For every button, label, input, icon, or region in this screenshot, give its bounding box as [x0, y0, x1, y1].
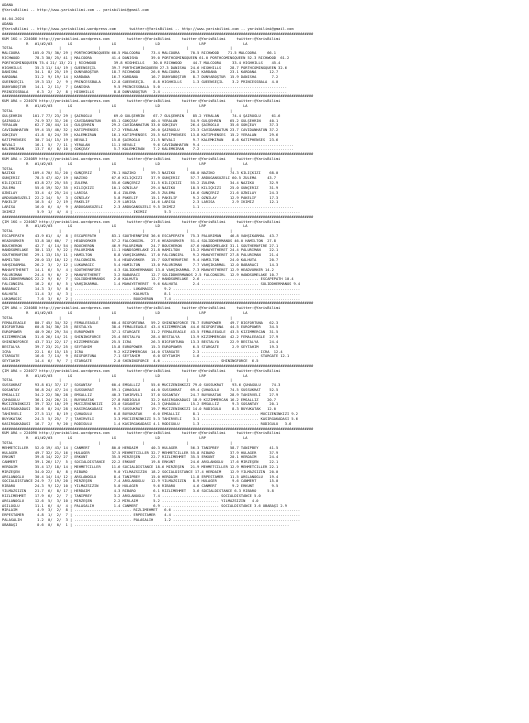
table-row: VAHŞIKARMAL 26.2 3/ 2/ 12 | LUKAMAGIC 5.4 HAMILTON 13.0 PALURIMAN 7.7 VAHŞIKARMAL 12.0 BABARACI 14.3	[2, 262, 279, 267]
column-headers: R #1/#2/#3 LG LG LD LRP LA	[2, 224, 248, 229]
table-row: EMSALLIZ 34.2 22/ 30/ 28 | EMSALLIZ 40.3 TAHIRVELI 37.0 SOSANTAY 24.7 BÜYÜKATAK 28.9 TAHIRVELI 27.9	[2, 392, 279, 397]
table-row: EUROPOWER 40.9 26/ 29/ 34 | EUROPOWER 37.1 STARGATE 31.2 FEMALEEAGLE 43.5 FEMALEEAGLE 43.5 KIZIMMERCAN 31.5	[2, 330, 279, 335]
header-line: ADANA	[2, 3, 13, 7]
table-row: IKIMIZ 5.9 1/ 4/ 4 | .......................... IKIMIZ 5.3 ..........................................................	[2, 209, 301, 214]
race-title: KUM 1KG = 224086 http://yarisbilimi.wordpress.com twitter:@YarisBilimi twitter:@YarisBilimi twitter:@YarisBilimi	[2, 36, 281, 41]
table-row: TOTAL | | | | |	[2, 166, 233, 171]
table-row: ASILOĞLU 11.1 6/ 4/ 4 | PALASALIH 1.4 CANMERT 6.9 .......................... SOCIALDISTANCE 3.6 OBABAŞI 2.9	[2, 503, 287, 508]
table-row: BABARACI 14.3 3/ 5/ 8 | .......................... LUKAMAGIC 9.2 ..........................................................	[2, 286, 301, 291]
table-row: MUCIZENINKIZI 39.7 32/ 10/ 29 | MUCIZENINKIZI 23.0 SOSANTAY 24.3 ÇUHAGÜLÜ 15.2 EMSALLIZ 9.3 SOSANTAY 20.1	[2, 402, 279, 407]
table-row: KALEMKIRAN 13.7 6/ 8/ 10 | GÖKÇEAY 5.7 KALEMKIRAN 7.2 KALEMKIRAN 7.2 ..........................................	[2, 147, 294, 152]
table-row: CAVIDANHATUN 59.4 15/ 40/ 32 | KATIPHENSES 17.2 YERALAN 26.0 ŞAİROĞLU 23.3 CAVIDANHATUN 23.7 CAVIDANHATUN 37.2	[2, 128, 279, 133]
table-row: SOUTHERNFIRE 29.1 13/ 15/ 11 | HAMILTON 8.8 VAHŞIKARMAL 17.0 FALCONGIRL 9.2 MAHAYETHERET 27.8 PALURIMAN 21.4	[2, 253, 279, 258]
table-row: ŞAİROĞLU 74.9 37/ 31/ 26 | CAVIDANHATUN 65.1 GÖKÇEAY 40.4 YERALAN 54.9 GÜLŞEHRIN 65.2 GÜLŞEHRIN 40.1	[2, 118, 279, 123]
table-row: ZULEMA 55.6 19/ 32/ 35 | KILIÇKIZI 10.1 ÖZNILAY 29.4 NAZIKO 18.5 KILIÇKIZI 25.0 GÜNÇERIZ 31.9	[2, 185, 279, 190]
race-block	[2, 220, 529, 307]
table-row: RIBARO 24.3 9/ 12/ 10 | YILMAZSIZIN 5.0 HULAGER 9.6 RIBARO 4.6 CANMERT 9.2 ERKUNT 9.5	[2, 484, 279, 489]
table-row: DANISHA 34.1 8/ 25/ 19 | DÜNYABOŞTUR 18.7 RICHWOOD 26.6 MALCOORA 20.3 KARDANA 23.1 KARDANA 12.7	[2, 70, 279, 75]
race-title: KUM ARA = 224089 http://yarisbilimi.wordpress.com twitter:@YarisBilimi twitter:@YarisBilimi twitter:@YarisBilimi	[2, 157, 281, 161]
separator-line: ##############################################################################################################################################	[2, 94, 314, 99]
header-line: 04.04.2024	[2, 17, 24, 22]
column-headers: R #1/#2/#3 LG LG LD LRP LA	[2, 311, 248, 315]
race-title: KUM ARA = 224090 http://yarisbilimi.wordpress.com twitter:@YarisBilimi twitter:@YarisBilimi twitter:@YarisBilimi	[2, 431, 281, 436]
table-row: HAMILTON 20.0 13/ 10/ 12 | FALCONGIRL 5.4 HEADVORKER 15.7 SOUTHERNFIRE 9.4 HAMILTON 24.0 KALHUTA 20.7	[2, 258, 279, 263]
table-row: BIGFORTUNA 60.8 34/ 30/ 25 | BESTALYA 38.4 FEMALEEAGLE 43.4 KIZIMMERCAN 44.6 BIGFORTUNA 44.5 EUROPOWER 34.5	[2, 325, 279, 330]
race-title: KUM ARA = 224076 http://yarisbilimi.wordpress.com twitter:@YarisBilimi twitter:@YarisBilimi twitter:@YarisBilimi	[2, 99, 281, 104]
table-row: ARDUGANSÜZELI 22.2 14/ 5/ 3 | ÖZNILAY 5.8 PAKELIF 15.1 PAKELIF 9.2 ÖZNILAY 12.9 PAKELIF 17.3	[2, 195, 279, 200]
table-row: KALHUTA 11.4 3/ 4/ 3 | .......................... KALHUTA 8.1 ..........................................................	[2, 291, 301, 296]
table-row: ERKUNT 39.8 14/ 22/ 27 | ERKUNT 35.5 MIRZEŞEN 22.7 RIZLIMEHMET 35.5 ERKUNT 20.1 HERDAIM 24.4	[2, 455, 279, 460]
race-block	[2, 99, 529, 157]
table-row: BOUCHERON 42.7 4/ 14/ 54 | BOUCHERON 46.9 PALURIMAN 24.7 BOUCHERON 47.6 HANDSOMELAKE 31.1 SOUTHERNFIRE 27.1	[2, 243, 279, 248]
table-row: YILMAZSIZIN 21.7 6/ 8/ 17 | HERDAIM 4.3 RIBARO 6.1 RIZLIMEHMET 3.6 SOCIALDISTANCE 6.3 RIBARO 5.8	[2, 489, 274, 494]
separator-line: ##############################################################################################################################################	[2, 363, 314, 368]
table-row: MIRZEŞEN 34.0 22/ 8/ 8 | RIBARO 9.0 YILMAZSIZIN 18.2 SOCIALDISTANCE 17.4 HERDAIM 12.9 YILMAZSIZIN 20.0	[2, 469, 279, 474]
header-line: @YarisBilimi -- http://www.yarisbilimi.com -- yarisbilimi@gmail.com	[2, 7, 149, 12]
column-headers: R #1/#2/#3 LG LG LD LRP LA	[2, 104, 248, 109]
table-row: BÜYÜKATAK 24.3 5/ 25/ 7 | TAHIRVELI 3.3 MUCIZENINKIZI 5.3 TAHIRVELI 3.1 .......................... KASIRGAKADASI 5.6	[2, 416, 298, 421]
race-block	[2, 37, 529, 100]
table-row: TOTAL | | | | |	[2, 229, 233, 234]
separator-line: ##############################################################################################################################################	[2, 301, 314, 306]
table-row: MALCOORA 105.0 75/ 30/ 29 | PORTHCOMINGQUEEN 66.5 MALCOORA 73.4 MALCOORA 70.5 RICHWOOD 71.5 MALCOORA 66.1	[2, 51, 276, 56]
race-block	[2, 431, 529, 527]
race-title: ÇIM ARA = 224077 http://yarisbilimi.wordpress.com twitter:@YarisBilimi twitter:@YarisBilimi twitter:@YarisBilimi	[2, 368, 281, 373]
table-row: HIGHHILLS 35.3 11/ 14/ 19 | GUEENSEÇIL 39.7 PORTHCOMINGQUEEN 27.3 DANISHA 24.6 HIGHHILLS 28.7 PORTHCOMINGQUEEN 32.6	[2, 65, 287, 70]
table-row: PRINCESSBALA 6.3 2/ 2/ 8 | HIGHHILLS 8.8 DÜNYABOŞTUR 2.4 .........................................................	[2, 89, 287, 94]
table-row: GUEENSEÇIL 19.3 13/ 2/ 9 | PRINCESSBALA 12.8 GUEENSEÇIL 8.8 HIGHHILLS 1.3 GUEENSEÇIL 3.2 PRINCESSBALA 4.0	[2, 80, 279, 84]
table-row: ERPESTAMER 4.8 1/ 2/ 7 | .......................... ERPESTAMER 4.4 ..........................................................	[2, 513, 301, 518]
table-row: MEHMETCILLER 52.0 19/ 43/ 14 | CANMERT 80.0 HERDAIM 40.3 HULAGER 56.3 TANIPBEY 58.7 TANIPBEY 41.5	[2, 445, 279, 450]
table-row: SOLIDDHERMANOS 22.2 9/ 6/ 7 | SOLIDDHERMANOS 2.0 KALHUTA 12.7 HANDSOMELAKE 2.6 .......................... ESCAPEPATH 10.4	[2, 277, 294, 282]
table-row: SHININGFORCE 43.7 31/ 22/ 17 | KIZIMMERCAN 25.5 ICRA 26.3 BIGFORTUNA 13.3 BESTALYA 22.9 BESTALYA 24.4	[2, 339, 279, 344]
table-row: KATIPHENSES 30.7 14/ 15/ 19 | NEVALI 15.8 ŞAİROĞLU 21.5 NEVALI 9.7 KALEMKIRAN 8.6 KATIPHENSES 23.6	[2, 137, 279, 142]
table-row: KILIÇKIZI 63.8 27/ 25/ 55 | ZULEMA 55.6 GÜNÇERIZ 31.5 KILIÇKIZI 55.2 ZULEMA 34.4 NAZIKO 32.9	[2, 181, 279, 186]
table-row: SEYTAHIM 14.4 6/ 9/ 7 | STARGATE 2.0 SHININGFORCE 4.6 .......................... SHININGFORCE 6.5	[2, 359, 259, 364]
table-row: HANDSOMELAKE 30.1 13/ 9/ 22 | PALURIMAN 11.1 HANDSOMELAKE 21.8 HAMILTON 15.2 MAHAYETHERET 24.4 PALURIMAN 22.1	[2, 248, 279, 253]
table-row: TAHIRVELI 27.5 11/ 8/ 19 | ÇUHAGÜLÜ 6.8 BÜYÜKATAK 6.0 EMSALLIZ 8.1 .......................... MUCIZENINKIZI 9.2	[2, 412, 298, 417]
table-row: MAHAYETHERET 14.1 6/ 5/ 4 | SOUTHERNFIRE 4.3 SOLIDDHERMANOS 13.0 VAHŞIKARMAL 7.3 MAHAYETHERET 12.9 HEADVORKER 14.2	[2, 267, 274, 272]
table-row: TOTAL | | | | |	[2, 108, 233, 113]
separator-line: ##############################################################################################################################################	[2, 426, 314, 431]
table-row: KARDANA 31.2 9/ 19/ 14 | KARDANA 16.7 KARDANA 16.7 DÜNYABOŞTUR 8.7 DÜNYABOŞTUR 15.9 DANISHA 7.2	[2, 75, 279, 80]
table-row: ICRA 22.1 6/ 15/ 15 | ICRA 9.2 KIZIMMERCAN 14.0 STARGATE 2.3 .......................... ICRA 12.4	[2, 349, 283, 354]
table-row: GÜLŞEHRIN 101.7 77/ 23/ 29 | ŞAİROĞLU 69.0 GÜLŞEHRIN 67.7 GÜLŞEHRIN 85.2 YERALAN 74.4 ŞAİROĞLU 61.6	[2, 113, 281, 118]
header-line: ##############################################################################################################################################	[2, 31, 314, 36]
table-row: STARGATE 16.6 7/ 14/ 9 | BIGFORTUNA 7.1 SEYTAHIM 6.0 SEYTAHIM 1.6 .......................... STARGATE 12.1	[2, 354, 290, 359]
race-block	[2, 306, 529, 369]
race-block	[2, 369, 529, 432]
table-row: LARISA 16.0 6/ 4/ 9 | ARDUGANSÜZELI 2.3 ARDUGANSÜZELI 9.5 IKIMIZ 1.1 ..........................................	[2, 205, 294, 210]
column-headers: R #1/#2/#3 LG LG LD LRP LA	[2, 373, 248, 378]
column-headers: R #1/#2/#3 LG LG LD LRP LA	[2, 161, 248, 166]
table-row: KASIRGAKADASI 30.6 8/ 24/ 28 | KASIRGAKADASI 9.7 SUSSUKRAT 19.7 MUCIZENINKIZI 14.0 RODİGÜLÜ 8.3 BÜYÜKATAK 12.0	[2, 407, 276, 412]
table-row: DÜNYABOŞTUR 14.1 2/ 11/ 7 | DANISHA 9.5 PRINCESSBALA 5.0 .........................................................	[2, 84, 287, 89]
table-row: BESTALYA 39.7 23/ 21/ 25 | SEYTAHIM 15.8 EUROPOWER 15.3 EUROPOWER 6.5 STARGATE 2.9 SEYTAHIM 19.3	[2, 344, 279, 349]
table-row: LUKAMAGIC 7.6 3/ 6/ 2 | .......................... BOUCHERON 7.4 ..........................................................	[2, 296, 301, 301]
header-line: ADANA	[2, 22, 13, 27]
header-line: @YarisBilimi -- http://www.yarisbilimi.wordpress.com twitter:@YarisBilimi -- http://www.yarisbilimi.com -- yarisbilimi@gmail.com	[2, 27, 294, 32]
table-row: GÜNÇERIZ 78.5 47/ 42/ 19 | NAZIKO 67.6 KILIÇKIZI 37.9 GÜNÇERIZ 57.7 ARDUGANSÜZELI 60.5 ZULEMA 43.7	[2, 176, 276, 181]
table-row: ÇUHAGÜLÜ 36.1 24/ 20/ 21 | BÜYÜKATAK 27.8 RODİGÜLÜ 32.2 KASIRGAKADASI 18.9 KIZIMMERCAN 16.2 EMSALLIZ 20.7	[2, 397, 276, 402]
table-row: TOTAL | | | | |	[2, 46, 233, 51]
table-row: FEMALEEAGLE 80.7 45/ 34/ 32 | FEMALEEAGLE 60.4 BIGFORTUNA 59.2 SHININGFORCE 78.7 EUROPOWER 49.7 BIGFORTUNA 62.3	[2, 320, 279, 325]
column-headers: R #1/#2/#3 LG LG LD LRP LA	[2, 436, 248, 441]
table-row: HERDAIM 35.4 17/ 18/ 14 | MEHMETCILLER 11.6 SOCIALDISTANCE 18.6 MIRZEŞEN 21.9 MEHMETCILLER 12.9 MEHMETCILLER 22.1	[2, 465, 279, 469]
report-header	[2, 3, 529, 37]
table-row: NAZIKO 109.4 70/ 51/ 20 | GÜNÇERIZ 76.1 NAZIKO 59.3 NAZIKO 68.0 NAZIKO 74.3 KILIÇKIZI 68.0	[2, 171, 279, 176]
separator-line: ##############################################################################################################################################	[2, 152, 314, 157]
race-title: ÇIM ARA = 224088 http://yarisbilimi.wordpress.com twitter:@YarisBilimi twitter:@YarisBilimi twitter:@YarisBilimi	[2, 306, 281, 311]
table-row: PALURIMAN 24.4 9/ 0/ 2 | MAHAYETHERET 3.2 BABARACI 12.7 SOLIDDHERMANOS 2.5 FALCONGIRL 12.9 HANDSOMELAKE 10.7	[2, 272, 279, 277]
table-row: NEVALI 16.1 5/ 7/ 11 | YERALAN 11.1 NEVALI 9.6 CAVIDANHATUN 9.4 ..........................................	[2, 142, 294, 147]
table-row: SOSANTAY 56.8 24/ 47/ 24 | SUSSUKRAT 59.1 ÇUHAGÜLÜ 44.0 SUSSUKRAT 69.4 ÇUHAGÜLÜ 74.5 SUSSUKRAT 52.5	[2, 388, 279, 392]
table-row: ÖZNILAY 33.4 4/ 25/ 24 | LARISA 8.4 ZULEMA 26.5 ZULEMA 16.6 GÜNÇERIZ 21.6 ÖZNILAY 24.3	[2, 190, 279, 195]
table-row: FALCONGIRL 16.2 6/ 0/ 5 | VAHŞIKARMAL 1.4 MAHAYETHERET 9.6 KALHUTA 2.4 .......................... SOLIDDHERMANOS 9.4	[2, 282, 301, 287]
table-row: MIRLAIM 4.9 3/ 2/ 8 | .......................... RIZLIMEHMET 6.6 ..........................................................	[2, 508, 301, 513]
table-row: ARSLANOĞLU 30.4 14/ 14/ 12 | ARSLANOĞLU 8.4 TANIPBEY 15.0 HERDAIM 11.8 ERPESTAMER 11.5 ARSLANOĞLU 19.4	[2, 474, 279, 479]
table-row: TOTAL | | | | |	[2, 440, 233, 445]
column-headers: R #1/#2/#3 LG LG LD LRP LA	[2, 41, 248, 46]
table-row: PAKELIF 16.5 4/ 2/ 19 | PAKELIF 2.9 LARISA 14.6 LARISA 2.3 LARISA 2.9 IKIMIZ 12.1	[2, 200, 279, 205]
table-row: KIZIMMERCAN 31.6 26/ 14/ 21 | SHININGFORCE 25.4 BESTALYA 28.4 BESTALYA 13.9 KIZIMMERCAN 42.2 FEMALEEAGLE 27.9	[2, 335, 279, 340]
table-row: HEADVORKER 53.8 10/ 60/ 7 | HEADVORKER 57.2 FALCONGIRL 27.6 HEADVORKER 51.4 SOLIDDHERMANOS 46.0 HAMILTON 27.8	[2, 238, 276, 243]
table-row: ESCAPEPATH 43.9 61/ 4/ 8 | ESCAPEPATH 83.1 SOUTHERNFIRE 36.6 ESCAPEPATH 75.3 PALURIMAN 46.8 VAHŞIKARMAL 43.7	[2, 234, 279, 238]
table-row: CANMERT 39.1 26/ 17/ 5 | SOCIALDISTANCE 22.2 ERKUNT 19.8 ERKUNT 24.6 ARSLANOĞLU 17.6 MIRZEŞEN 22.1	[2, 460, 279, 465]
table-row: OBABAŞI 0.6 0/ 0/ 1 | ..................................................................................................	[2, 522, 290, 527]
table-row: GÖKÇEAY 41.8 8/ 24/ 39 | KALEMKIRAN 16.1 KATIPHENSES 25.5 KATIPHENSES 13.8 KATIPHENSES 15.2 YERALAN 29.6	[2, 132, 279, 137]
table-row: TOTAL | | | | |	[2, 315, 233, 320]
table-row: HULAGER 49.7 32/ 21/ 16 | HULAGER 37.5 MEHMETCILLER 32.7 MEHMETCILLER 55.8 RIBARO 37.9 HULAGER 37.9	[2, 450, 279, 455]
table-row: PORTHCOMINGQUEEN 75.4 21/ 13/ 21 | RICHWOOD 39.8 HIGHHILLS 30.0 RICHWOOD 44.7 MALCOORA 33.4 HIGHHILLS 45.4	[2, 60, 281, 65]
table-row: YERALAN 62.7 28/ 44/ 14 | GÜLŞEHRIN 29.2 CAVIDANHATUN 33.0 GÖKÇEAY 26.4 ŞAİROĞLU 35.6 GÖKÇEAY 37.3	[2, 123, 279, 128]
table-row: PALASALIH 1.2 0/ 2/ 3 | .......................... PALASALIH 1.2 ..........................................................	[2, 517, 301, 522]
table-row: RICHWOOD 78.3 30/ 25/ 41 | MALCOORA 41.4 DANISHA 39.0 PORTHCOMINGQUEEN 61.0 PORTHCOMINGQUEEN 52.3 RICHWOOD 61.2	[2, 55, 290, 60]
table-row: ARSLANOĞLU 12.6 5/ 3/ 10 | MIRZEŞEN 2.2 MIRLAIM 5.2 .......................... YILMAZSIZIN 4.0	[2, 498, 259, 503]
race-list	[2, 37, 529, 528]
race-title: ÇIM 1KG = 224087 http://yarisbilimi.wordpress.com twitter:@YarisBilimi twitter:@YarisBilimi twitter:@YarisBilimi	[2, 219, 281, 224]
table-row: RIZLIMEHMET 17.9 6/ 2/ 7 | TANIPBEY 3.2 ARSLANOĞLU 7.4 .......................... SOCIALDISTANCE 5.0	[2, 493, 261, 498]
table-row: SUSSUKRAT 93.8 61/ 37/ 17 | SOSANTAY 60.4 EMSALLIZ 55.6 MUCIZENINKIZI 79.0 SUSSUKRAT 93.6 ÇUHAGÜLÜ 74.3	[2, 383, 281, 388]
table-row: SOCIALDISTANCE 24.9 7/ 19/ 20 | MIRZEŞEN 7.4 ARSLANOĞLU 12.9 YILMAZSIZIN 8.9 HULAGER 9.6 CANMERT 15.0	[2, 479, 279, 484]
race-block	[2, 157, 529, 220]
separator-line: ##############################################################################################################################################	[2, 214, 314, 219]
table-row: KASIRGAKADASI 16.7 2/ 9/ 20 | RODİGÜLÜ 1.4 KASIRGAKADASI 4.1 RODİGÜLÜ 1.3 .......................... RODİGÜLÜ 3.6	[2, 421, 292, 426]
table-row: TOTAL | | | | |	[2, 378, 233, 383]
